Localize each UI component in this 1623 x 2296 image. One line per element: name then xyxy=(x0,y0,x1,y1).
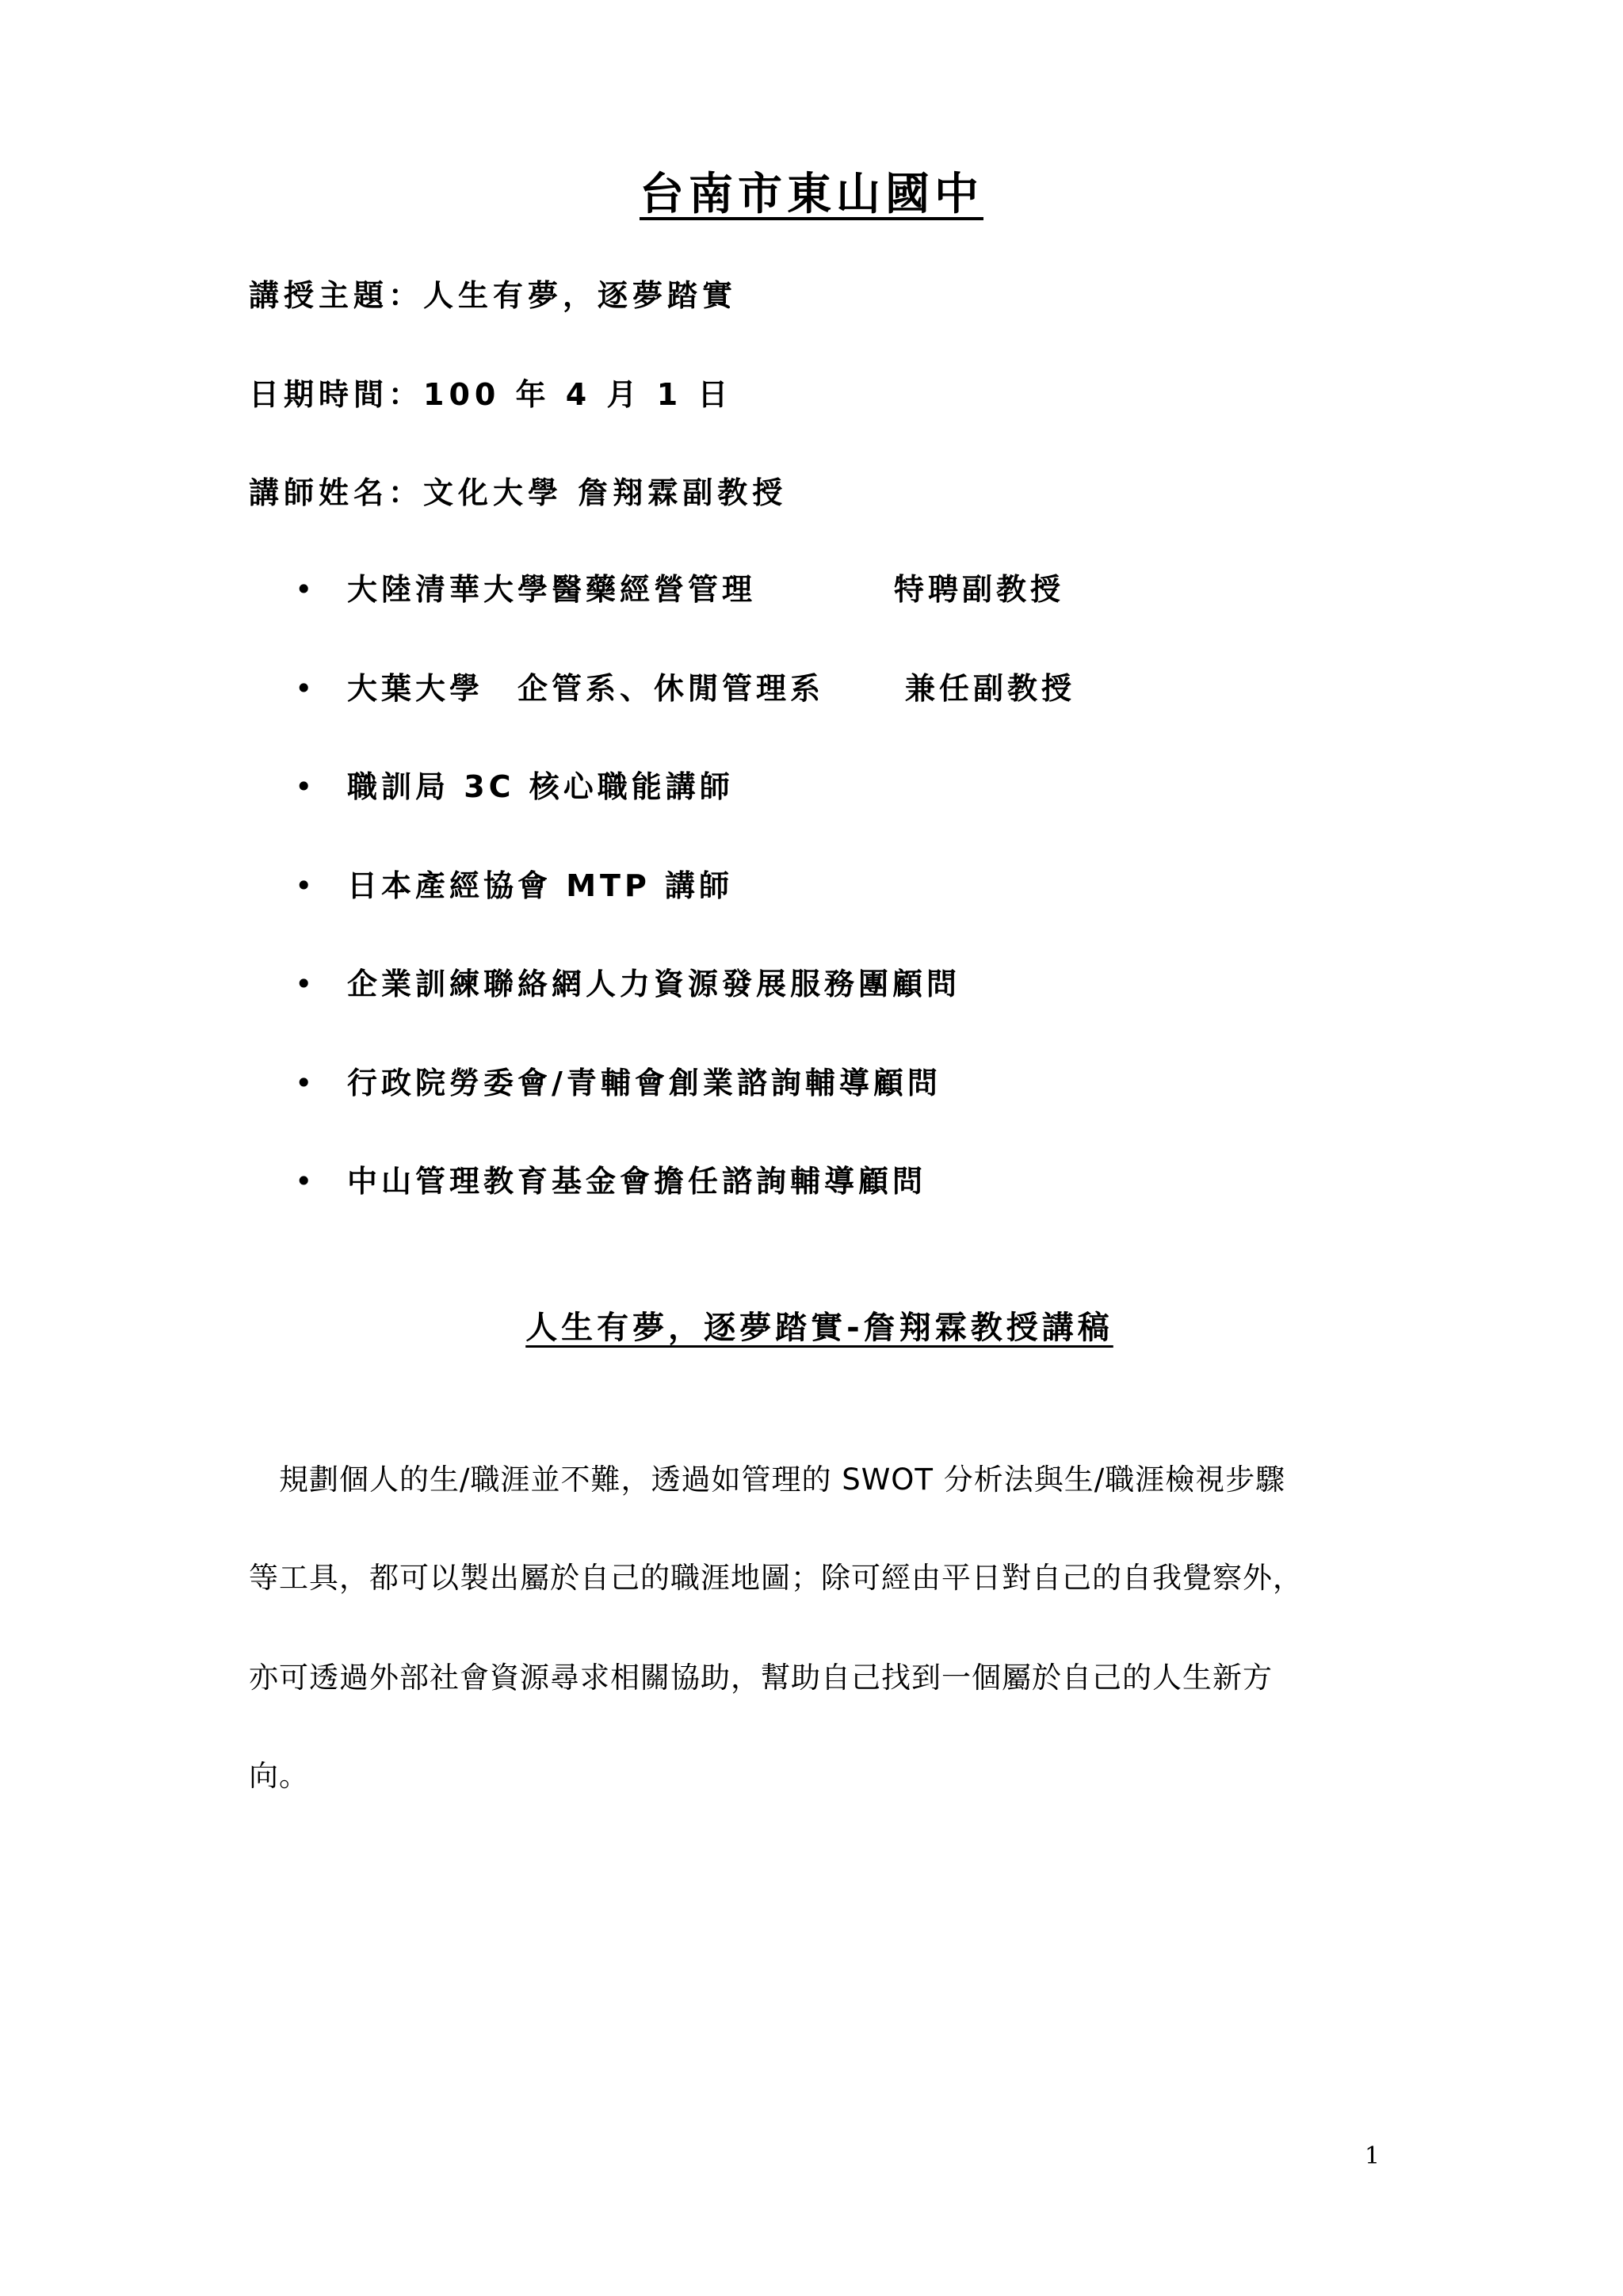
credential-text: 大陸清華大學醫藥經營管理 xyxy=(347,572,757,607)
credential-role: 兼任副教授 xyxy=(905,670,1076,706)
bullet-dot-icon: • xyxy=(295,1065,317,1100)
document-title: 台南市東山國中 xyxy=(640,169,983,220)
credential-text: 行政院勞委會/青輔會創業諮詢輔導顧問 xyxy=(347,1065,941,1100)
credential-role: 特聘副教授 xyxy=(894,572,1065,607)
lecture-subtitle: 人生有夢，逐夢踏實-詹翔霖教授講稿 xyxy=(525,1310,1113,1346)
paragraph-line: 等工具，都可以製出屬於自己的職涯地圖；除可經由平日對自己的自我覺察外， xyxy=(249,1561,1303,1595)
paragraph-line: 規劃個人的生/職涯並不難，透過如管理的 SWOT 分析法與生/職涯檢視步驟 xyxy=(249,1463,1286,1497)
paragraph-line: 亦可透過外部社會資源尋求相關協助，幫助自己找到一個屬於自己的人生新方 xyxy=(249,1661,1273,1695)
bullet-dot-icon: • xyxy=(295,868,317,903)
bullet-dot-icon: • xyxy=(295,1164,317,1199)
field-topic-value: 人生有夢，逐夢踏實 xyxy=(423,278,738,313)
paragraph-line: 向。 xyxy=(249,1759,309,1793)
page-number: 1 xyxy=(1365,2142,1381,2170)
bullet-dot-icon: • xyxy=(295,769,317,804)
field-lecturer xyxy=(249,472,787,513)
credential-text: 中山管理教育基金會擔任諮詢輔導顧問 xyxy=(347,1164,927,1199)
field-date xyxy=(249,374,732,415)
bullet-dot-icon: • xyxy=(295,572,317,607)
field-date-value: 100 年 4 月 1 日 xyxy=(423,377,733,412)
credential-text: 大葉大學 企管系、休閒管理系 xyxy=(347,670,825,706)
field-lecturer-label: 講師姓名： xyxy=(249,475,424,510)
credential-text: 職訓局 3C 核心職能講師 xyxy=(347,769,734,804)
field-date-label: 日期時間： xyxy=(249,377,424,412)
bullet-dot-icon: • xyxy=(295,670,317,706)
field-topic xyxy=(249,275,737,316)
bullet-dot-icon: • xyxy=(295,967,317,1001)
credential-text: 企業訓練聯絡網人力資源發展服務團顧問 xyxy=(347,967,961,1001)
credential-text: 日本產經協會 MTP 講師 xyxy=(347,868,734,903)
field-lecturer-value: 文化大學 詹翔霖副教授 xyxy=(423,475,788,510)
field-topic-label: 講授主題： xyxy=(249,278,424,313)
